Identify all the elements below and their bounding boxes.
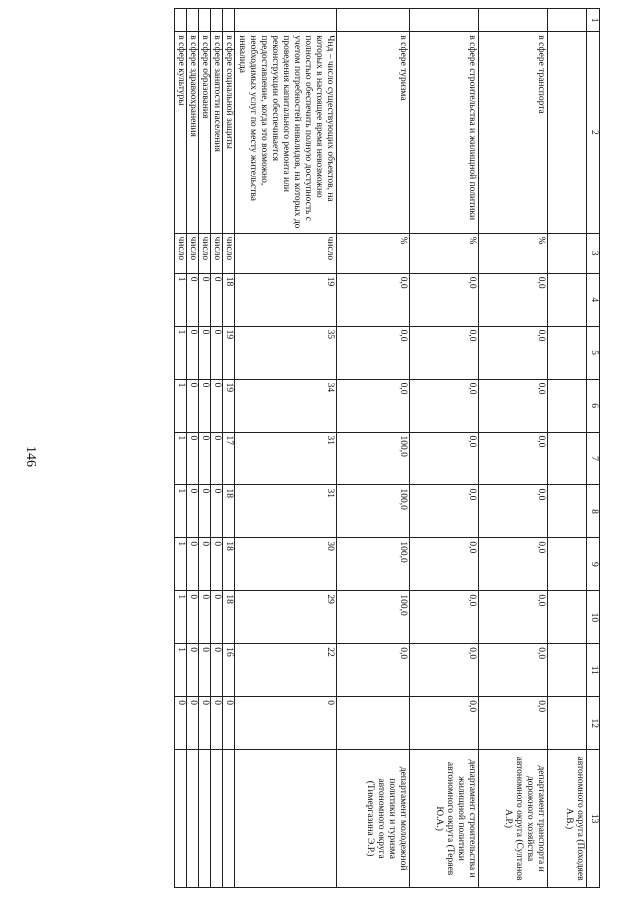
table-cell: 0 (211, 485, 223, 538)
table-cell: 17 (223, 432, 235, 485)
table-cell (223, 9, 235, 32)
table-cell: 1 (175, 538, 187, 591)
table-row (187, 9, 199, 888)
col-header: 10 (587, 591, 600, 644)
table-cell: число (211, 233, 223, 273)
table-cell: 22 (235, 644, 337, 697)
table-cell: департамент строительства и жилищной политики автономного округа (Теряев Ю.А.) (410, 750, 479, 888)
table-cell: в сфере социальной защиты (223, 32, 235, 233)
rotated-table-container (88, 8, 600, 888)
table-cell (337, 9, 410, 32)
table-cell: 0 (199, 644, 211, 697)
table-cell (235, 750, 337, 888)
table-cell: 0,0 (479, 273, 548, 326)
table-cell: 35 (235, 326, 337, 379)
table-cell: 0 (199, 591, 211, 644)
table-row (337, 9, 410, 888)
table-cell (548, 485, 587, 538)
table-cell: 0 (187, 644, 199, 697)
table-cell: Чнд – число существующих объектов, на которых в настоящее время невозможно полностью обеспечить полную доступность с учетом потребностей инвалидов, на которых до проведения капитального ремонта или реконструкции обеспечивается предоставление, когда это возможно, необходимых услуг по месту жительства инвалида (235, 32, 337, 233)
table-cell: 0 (199, 485, 211, 538)
table-cell: 0,0 (479, 538, 548, 591)
table-cell (187, 9, 199, 32)
table-cell: 0,0 (410, 591, 479, 644)
table-cell: % (337, 233, 410, 273)
table-row (235, 9, 337, 888)
table-cell: 19 (223, 379, 235, 432)
col-header: 12 (587, 697, 600, 750)
table-cell: 29 (235, 591, 337, 644)
table-cell: 0 (187, 591, 199, 644)
table-cell: число (235, 233, 337, 273)
table-cell: в сфере образования (199, 32, 211, 233)
table-cell (548, 32, 587, 233)
table-cell: 0 (187, 538, 199, 591)
table-row (199, 9, 211, 888)
table-cell: 0,0 (337, 273, 410, 326)
col-header: 5 (587, 326, 600, 379)
table-cell (548, 644, 587, 697)
table-cell (548, 9, 587, 32)
table-cell: 0 (211, 697, 223, 750)
table-cell: 0,0 (479, 591, 548, 644)
table-cell (211, 9, 223, 32)
col-header: 4 (587, 273, 600, 326)
table-cell: 0,0 (479, 432, 548, 485)
table-cell: число (199, 233, 211, 273)
table-cell (235, 9, 337, 32)
table-cell: 0,0 (479, 644, 548, 697)
table-cell: число (187, 233, 199, 273)
table-cell: 0 (199, 697, 211, 750)
table-cell: 0 (199, 326, 211, 379)
table-cell: 0 (187, 697, 199, 750)
table-cell: 0 (211, 644, 223, 697)
table-cell: автономного округа (Походяев А.В.) (548, 750, 587, 888)
table-row (223, 9, 235, 888)
col-header: 13 (587, 750, 600, 888)
header-row (587, 9, 600, 888)
table-cell: 0,0 (410, 273, 479, 326)
col-header: 6 (587, 379, 600, 432)
table-cell (479, 9, 548, 32)
table-cell (548, 697, 587, 750)
table-cell: 0 (211, 538, 223, 591)
table-cell: 0,0 (479, 485, 548, 538)
table-cell: 0 (223, 697, 235, 750)
table-cell: 31 (235, 432, 337, 485)
table-cell (175, 750, 187, 888)
table-cell: 0,0 (410, 644, 479, 697)
col-header: 8 (587, 485, 600, 538)
table-cell: 100,0 (337, 432, 410, 485)
table-cell: 0,0 (410, 379, 479, 432)
table-cell: 18 (223, 273, 235, 326)
table-cell (548, 326, 587, 379)
table-cell: 0,0 (410, 538, 479, 591)
table-cell: 18 (223, 591, 235, 644)
table-cell: 0,0 (479, 379, 548, 432)
table-cell: 31 (235, 485, 337, 538)
table-cell (548, 233, 587, 273)
table-cell (223, 750, 235, 888)
table-cell (175, 9, 187, 32)
table-cell: 0 (187, 432, 199, 485)
table-cell: в сфере туризма (337, 32, 410, 233)
table-cell (548, 273, 587, 326)
table-row (175, 9, 187, 888)
table-cell: 0 (199, 273, 211, 326)
table-cell: 0,0 (410, 485, 479, 538)
table-cell: 18 (223, 538, 235, 591)
table-cell: 0 (199, 538, 211, 591)
table-cell: 0 (187, 379, 199, 432)
table-row (410, 9, 479, 888)
table-cell: 19 (235, 273, 337, 326)
table-cell: % (479, 233, 548, 273)
table-cell: 1 (175, 644, 187, 697)
table-cell: 16 (223, 644, 235, 697)
table-cell: 100,0 (337, 485, 410, 538)
table-cell: 1 (175, 273, 187, 326)
table-cell: 100,0 (337, 538, 410, 591)
table-cell: 1 (175, 432, 187, 485)
table-cell: 19 (223, 326, 235, 379)
table-cell: в сфере транспорта (479, 32, 548, 233)
table-cell: число (175, 233, 187, 273)
table-cell: 0,0 (479, 326, 548, 379)
table-cell (548, 538, 587, 591)
col-header: 11 (587, 644, 600, 697)
table-cell: в сфере культуры (175, 32, 187, 233)
table-cell: 0 (199, 432, 211, 485)
table-cell: % (410, 233, 479, 273)
table-cell (199, 750, 211, 888)
table-cell (337, 697, 410, 750)
table-cell: 30 (235, 538, 337, 591)
indicator-table (174, 8, 600, 888)
table-cell: 0 (187, 273, 199, 326)
table-cell: число (223, 233, 235, 273)
table-cell: 0 (211, 379, 223, 432)
table-cell (548, 591, 587, 644)
col-header: 1 (587, 9, 600, 32)
table-cell (410, 9, 479, 32)
table-cell: 0 (187, 485, 199, 538)
table-cell: 0,0 (337, 326, 410, 379)
table-row (211, 9, 223, 888)
table-cell: 0,0 (479, 697, 548, 750)
table-cell: 0 (211, 326, 223, 379)
table-cell (187, 750, 199, 888)
table-cell: в сфере строительства и жилищной политики (410, 32, 479, 233)
table-cell: 0 (235, 697, 337, 750)
table-cell: 0 (199, 379, 211, 432)
table-cell: департамент молодежной политики и туризма автономного округа (Тимергазина Э.Р.) (337, 750, 410, 888)
col-header: 3 (587, 233, 600, 273)
table-cell: 0,0 (410, 326, 479, 379)
col-header: 2 (587, 32, 600, 233)
table-cell: 100,0 (337, 591, 410, 644)
table-cell: 0 (211, 273, 223, 326)
table-cell: 1 (175, 379, 187, 432)
table-cell: 0,0 (410, 432, 479, 485)
table-cell (548, 432, 587, 485)
col-header: 9 (587, 538, 600, 591)
table-cell: 18 (223, 485, 235, 538)
page-number: 146 (23, 446, 38, 467)
table-cell (548, 379, 587, 432)
table-cell: 1 (175, 485, 187, 538)
table-cell: 0,0 (337, 379, 410, 432)
table-cell: департамент транспорта и дорожного хозяйства автономного округа (Султанов А.Р.) (479, 750, 548, 888)
table-cell: 34 (235, 379, 337, 432)
table-cell: 0,0 (337, 644, 410, 697)
table-cell: 0,0 (410, 697, 479, 750)
table-row (548, 9, 587, 888)
table-cell: 0 (175, 697, 187, 750)
table-cell: 0 (211, 432, 223, 485)
table-cell: в сфере занятости населения (211, 32, 223, 233)
table-cell: 0 (211, 591, 223, 644)
col-header: 7 (587, 432, 600, 485)
table-row (479, 9, 548, 888)
table-cell: в сфере здравоохранения (187, 32, 199, 233)
table-cell (199, 9, 211, 32)
table-cell: 1 (175, 591, 187, 644)
table-cell: 0 (187, 326, 199, 379)
table-cell: 1 (175, 326, 187, 379)
table-cell (211, 750, 223, 888)
